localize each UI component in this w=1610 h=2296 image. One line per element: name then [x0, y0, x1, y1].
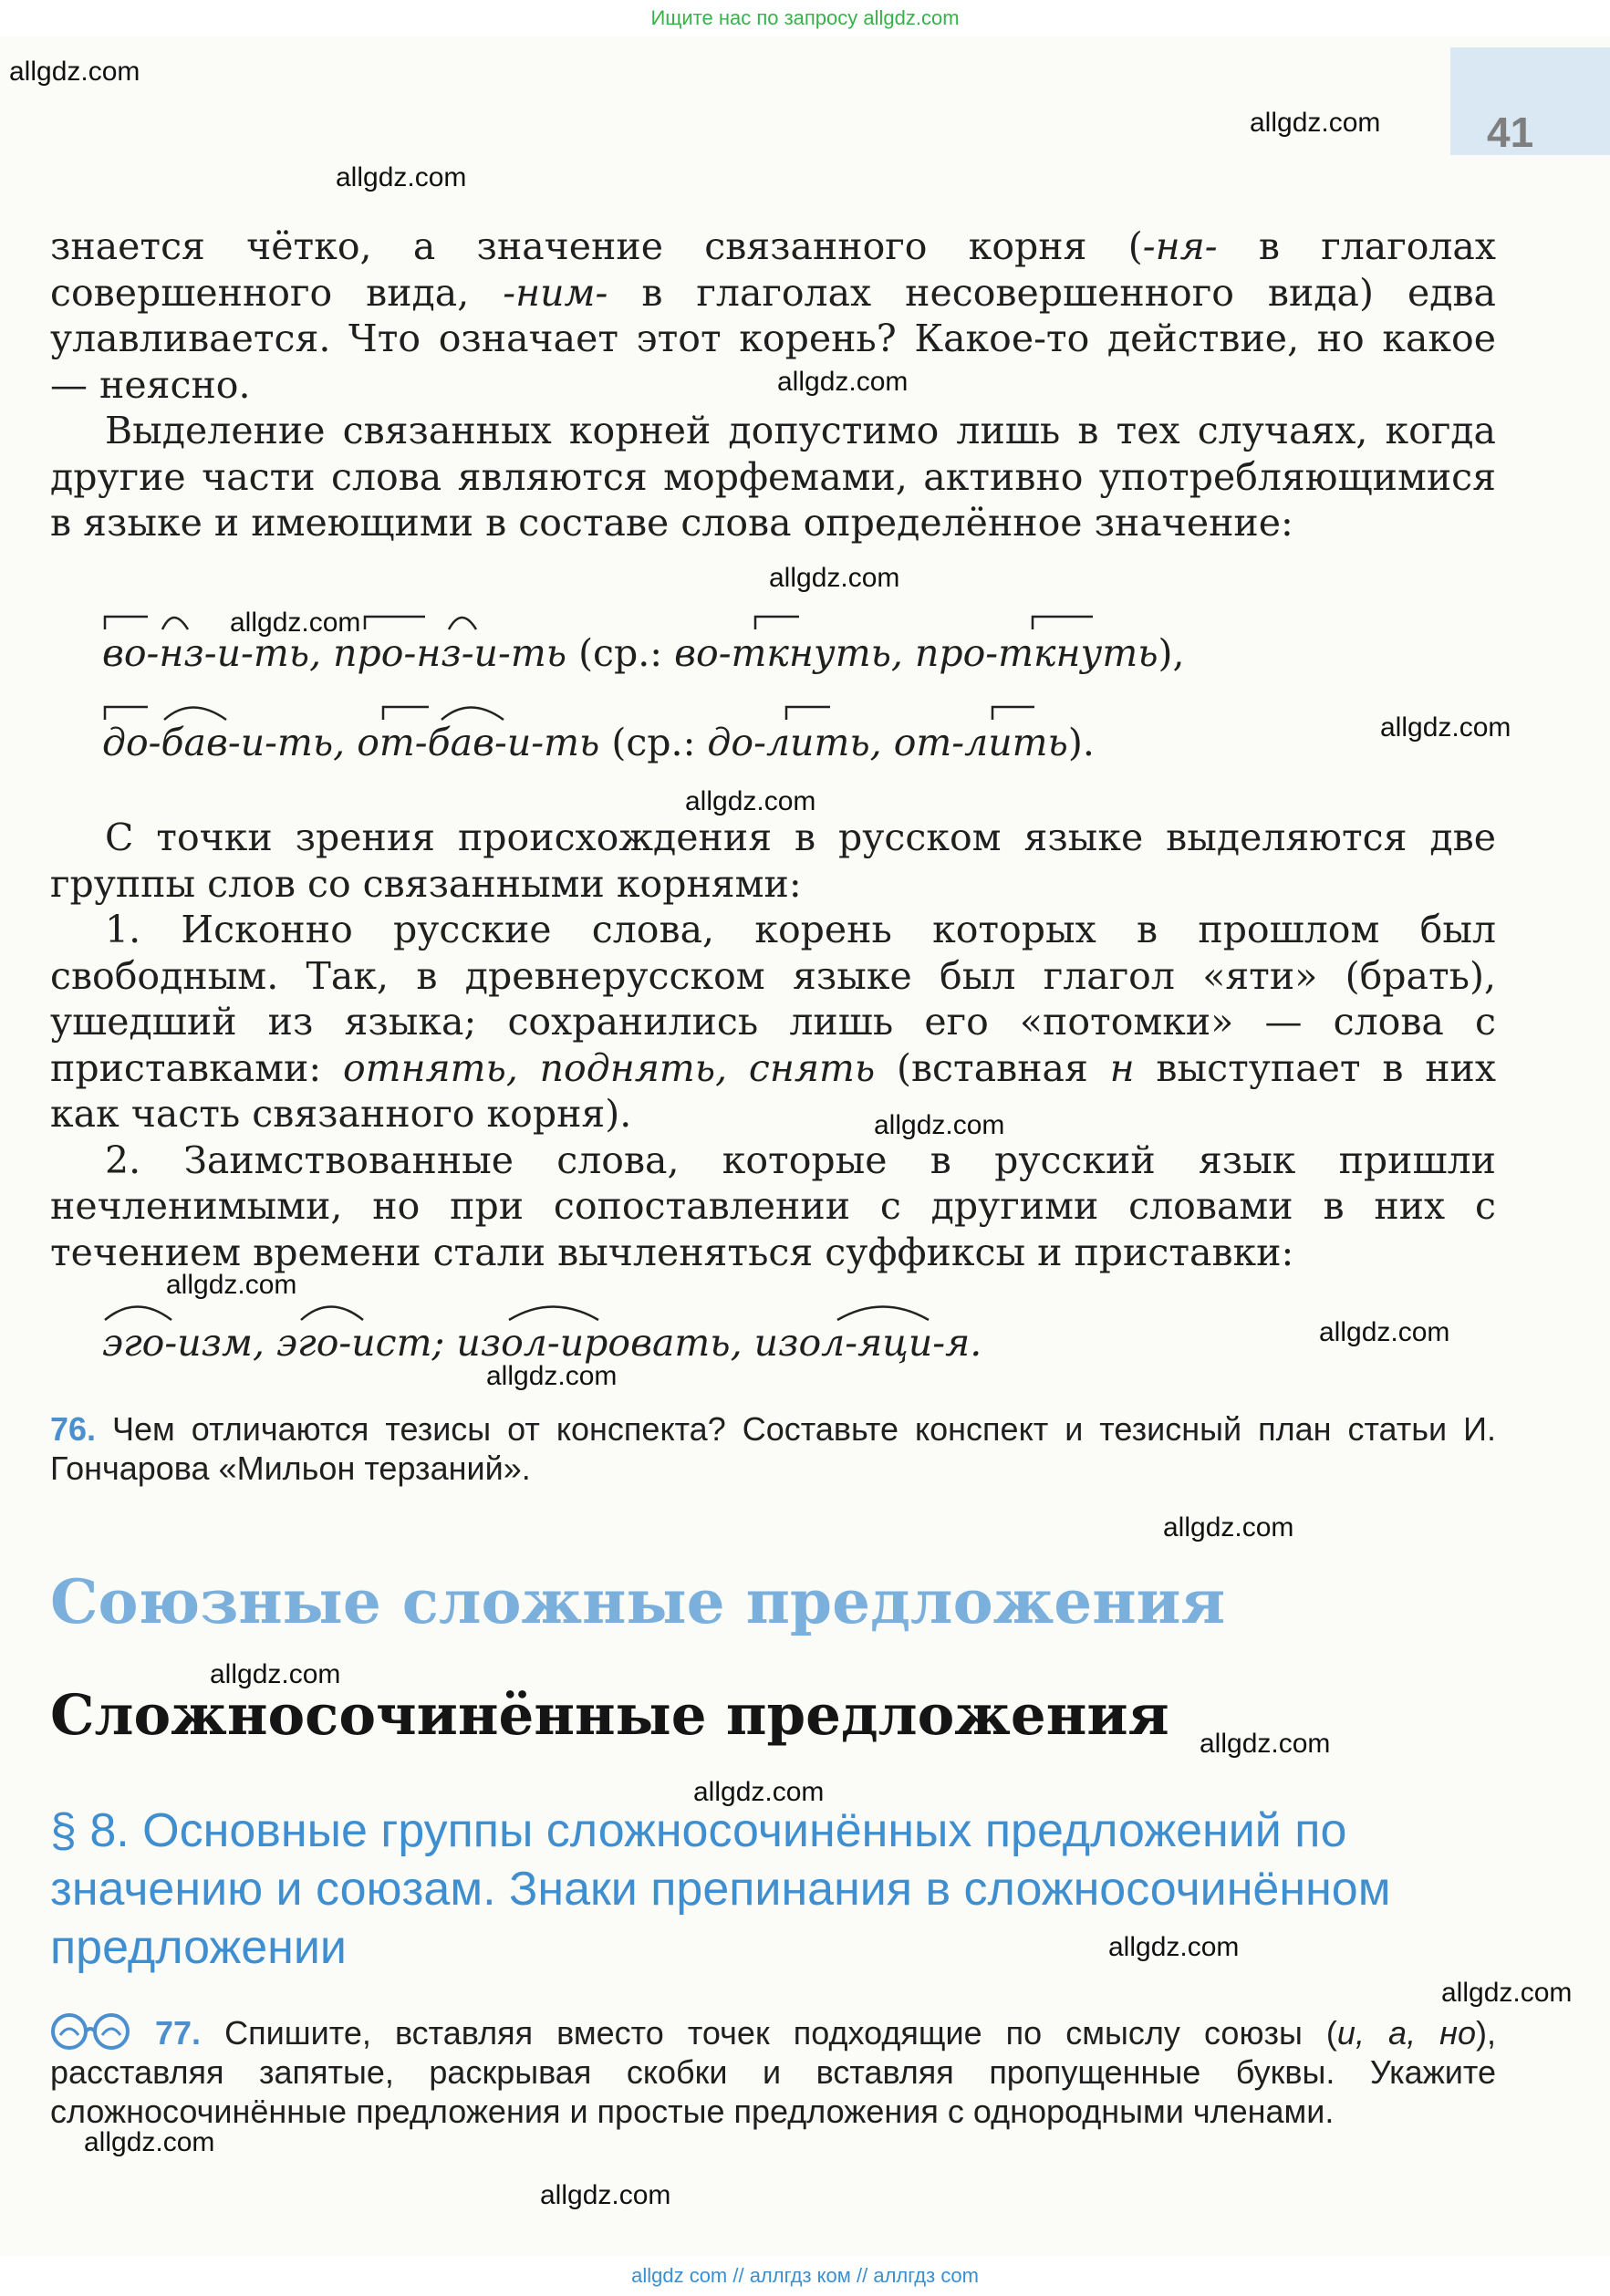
example-line: до-бав-и-ть, от-бав-и-ть (ср.: до-лить, от-лить).	[102, 721, 1095, 764]
heading-union-sentences: Союзные сложные предложения	[50, 1566, 1226, 1637]
example-line: эго-изм, эго-ист; изол-ировать, изол-яци-я.	[102, 1321, 982, 1365]
watermark: allgdz.com	[1163, 1512, 1294, 1543]
section-title: § 8. Основные группы сложносочинённых предложений по значению и союзам. Знаки препинания в сложносочинённом предложении	[50, 1804, 1391, 1974]
paragraph: Выделение связанных корней допустимо лишь в тех случаях, когда другие части слова являются морфемами, активно употребляющимися в языке и имеющими в составе слова определённое значение:	[50, 409, 1496, 545]
watermark: allgdz.com	[693, 1777, 825, 1807]
top-banner[interactable]: Ищите нас по запросу allgdz.com	[0, 0, 1610, 36]
watermark: allgdz.com	[336, 162, 467, 192]
paragraph: знается чётко, а значение связанного корня (-ня- в глаголах совершенного вида, -ним- в глаголах несовершенного вида) едва улавливается. Что означает этот корень? Какое-то действие, но какое — неясно.	[50, 224, 1496, 407]
watermark: allgdz.com	[9, 57, 140, 87]
heading-compound-sentences: Сложносочинённые предложения	[50, 1683, 1169, 1748]
paragraph: 1. Исконно русские слова, корень которых в прошлом был свободным. Так, в древнерусском языке был глагол «яти» (брать), ушедший из языка; сохранились лишь его «потомки» — слова с приставками: отнять, поднять, снять (вставная н выступает в них как часть связанного корня).	[50, 908, 1496, 1136]
watermark: allgdz.com	[1319, 1317, 1450, 1347]
watermark: allgdz.com	[1108, 1932, 1240, 1962]
watermark: allgdz.com	[1250, 108, 1381, 138]
task-76: 76. Чем отличаются тезисы от конспекта? Составьте конспект и тезисный план статьи И. Гончарова «Мильон терзаний».	[50, 1410, 1496, 1487]
watermark: allgdz.com	[1380, 712, 1511, 743]
watermark: allgdz.com	[230, 608, 361, 638]
example-line: во-нз-и-ть, про-нз-и-ть (ср.: во-ткнуть, про-ткнуть),	[102, 631, 1185, 675]
task-77: 77. Спишите, вставляя вместо точек подходящие по смыслу союзы (и, а, но), расставляя запятые, раскрывая скобки и вставляя пропущенные буквы. Укажите сложносочинённые предложения и простые предложения с однородными членами.	[50, 2014, 1496, 2130]
bottom-banner[interactable]: allgdz com // аллгдз ком // аллгдз com	[0, 2256, 1610, 2296]
watermark: allgdz.com	[84, 2127, 215, 2157]
watermark: allgdz.com	[540, 2180, 671, 2210]
paragraph: 2. Заимствованные слова, которые в русский язык пришли нечленимыми, но при сопоставлении с другими словами в них с течением времени стали вычленяться суффиксы и приставки:	[50, 1138, 1496, 1274]
page-number: 41	[1487, 109, 1534, 156]
watermark: allgdz.com	[777, 367, 909, 397]
watermark: allgdz.com	[874, 1110, 1005, 1140]
watermark: allgdz.com	[486, 1361, 618, 1391]
watermark: allgdz.com	[1441, 1978, 1573, 2008]
watermark: allgdz.com	[166, 1270, 297, 1300]
watermark: allgdz.com	[685, 786, 816, 816]
watermark: allgdz.com	[210, 1659, 341, 1689]
watermark: allgdz.com	[769, 563, 900, 593]
watermark: allgdz.com	[1200, 1729, 1331, 1759]
paragraph: С точки зрения происхождения в русском языке выделяются две группы слов со связанными корнями:	[50, 816, 1496, 906]
